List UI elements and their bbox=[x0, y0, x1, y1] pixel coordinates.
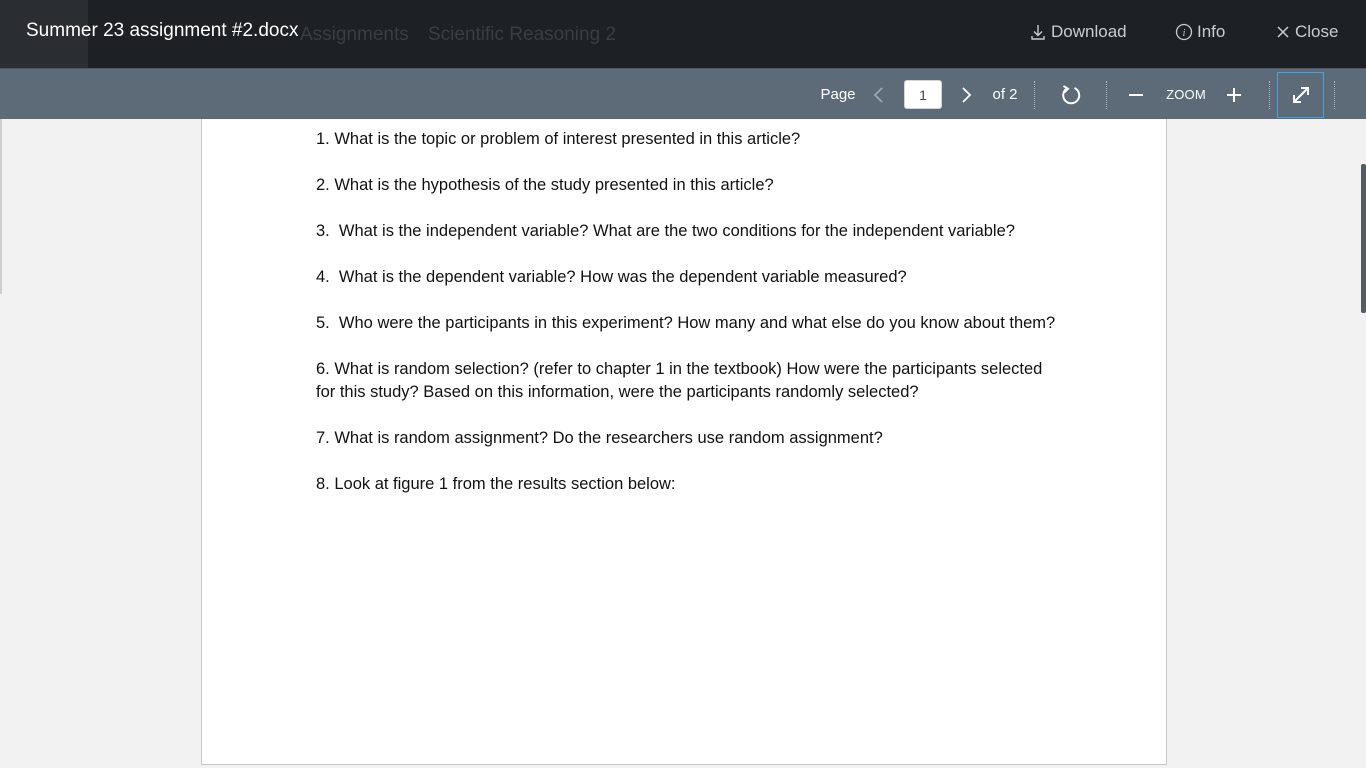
question-3: 3. What is the independent variable? What are the two conditions for the independent variable? bbox=[316, 222, 1015, 240]
document-title: Summer 23 assignment #2.docx bbox=[26, 20, 299, 41]
rotate-button[interactable] bbox=[1055, 69, 1087, 120]
svg-text:i: i bbox=[1182, 28, 1186, 39]
download-label: Download bbox=[1051, 22, 1127, 41]
question-8: 8. Look at figure 1 from the results section below: bbox=[316, 475, 676, 493]
question-2: 2. What is the hypothesis of the study presented in this article? bbox=[316, 176, 774, 194]
zoom-out-button[interactable] bbox=[1122, 69, 1150, 120]
download-icon bbox=[1029, 23, 1047, 41]
page-count: of 2 bbox=[992, 86, 1018, 103]
previous-page-button[interactable] bbox=[866, 69, 892, 120]
question-6: 6. What is random selection? (refer to chapter 1 in the textbook) How were the participants selected for this study? Based on this information, were the participants randomly selected? bbox=[316, 360, 1047, 401]
info-button[interactable] bbox=[1175, 20, 1225, 44]
chevron-right-icon bbox=[959, 85, 973, 105]
rotate-icon bbox=[1059, 83, 1083, 107]
zoom-label: ZOOM bbox=[1166, 87, 1206, 102]
minus-icon bbox=[1127, 86, 1145, 104]
info-label: Info bbox=[1197, 22, 1226, 41]
info-icon bbox=[1175, 23, 1193, 41]
question-1: 1. What is the topic or problem of interest presented in this article? bbox=[316, 130, 801, 148]
zoom-in-button[interactable] bbox=[1220, 69, 1248, 120]
toolbar-divider bbox=[1269, 81, 1270, 109]
left-edge-shade bbox=[0, 119, 2, 294]
toolbar-divider bbox=[1334, 81, 1335, 109]
question-4: 4. What is the dependent variable? How was the dependent variable measured? bbox=[316, 268, 907, 286]
close-label: Close bbox=[1295, 22, 1339, 41]
viewer-toolbar bbox=[0, 68, 1366, 119]
download-button[interactable] bbox=[1029, 20, 1127, 44]
document-page bbox=[201, 119, 1167, 765]
fullscreen-button[interactable] bbox=[1277, 72, 1324, 118]
toolbar-divider bbox=[1106, 81, 1107, 109]
background-crumb-page: Scientific Reasoning 2 bbox=[428, 24, 616, 45]
plus-icon bbox=[1225, 86, 1243, 104]
question-list bbox=[316, 128, 1056, 519]
question-5: 5. Who were the participants in this experiment? How many and what else do you know about them? bbox=[316, 314, 1056, 332]
page-number-input[interactable] bbox=[904, 80, 942, 109]
close-button[interactable] bbox=[1275, 20, 1338, 44]
vertical-scrollbar-thumb[interactable] bbox=[1361, 164, 1366, 313]
page-label: Page bbox=[820, 86, 856, 103]
chevron-left-icon bbox=[872, 85, 886, 105]
question-7: 7. What is random assignment? Do the researchers use random assignment? bbox=[316, 429, 883, 447]
next-page-button[interactable] bbox=[953, 69, 979, 120]
expand-icon bbox=[1290, 84, 1312, 106]
viewer-header bbox=[0, 0, 1366, 68]
toolbar-divider bbox=[1034, 81, 1035, 109]
background-crumb-assignments: Assignments bbox=[300, 24, 409, 45]
document-content-area[interactable] bbox=[0, 119, 1366, 768]
close-icon bbox=[1275, 24, 1291, 40]
